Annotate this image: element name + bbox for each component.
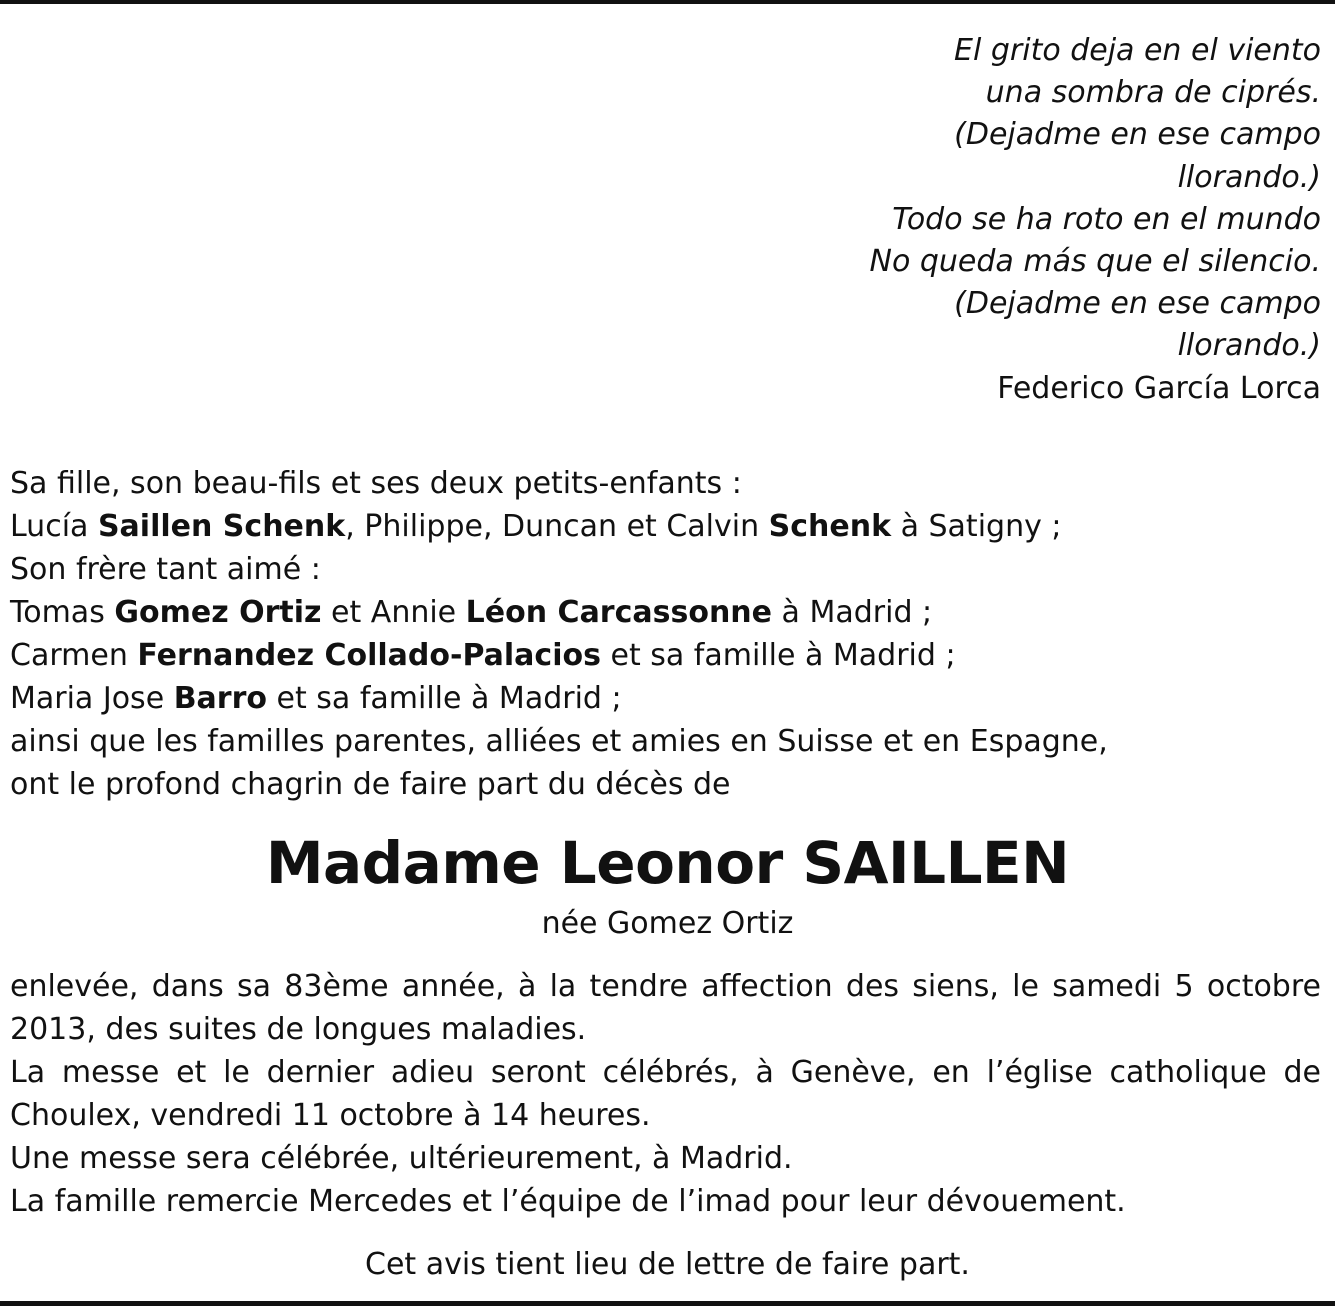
family-others: ainsi que les familles parentes, alliées et amies en Suisse et en Espagne, [10,724,1108,759]
closing-note: Cet avis tient lieu de lettre de faire part. [365,1247,970,1282]
family-surname: Léon Carcassonne [465,595,773,630]
family-surname: Fernandez Collado-Palacios [137,638,601,673]
family-surname: Barro [173,681,267,716]
poem-line: llorando.) [1177,328,1321,364]
family-intro: Sa fille, son beau-fils et ses deux petits-enfants : [10,466,742,501]
family-line-carmen [10,634,1321,677]
poem-line: No queda más que el silencio. [869,244,1321,280]
top-rule [0,0,1335,4]
family-text: Tomas [10,595,115,630]
bottom-rule [0,1301,1335,1306]
family-text: et sa famille à Madrid ; [600,638,956,673]
family-text: Lucía [10,509,98,544]
poem-line: El grito deja en el viento [954,33,1321,68]
poem-epigraph [621,30,1321,410]
family-text: et Annie [321,595,466,630]
brother-intro: Son frère tant aimé : [10,552,321,587]
funeral-details [10,965,1321,1223]
details-paragraph: enlevée, dans sa 83ème année, à la tendre affection des siens, le samedi 5 octobre 2013, des suites de longues maladies. [10,969,1321,1047]
family-text: Maria Jose [10,681,174,716]
family-surname: Schenk [768,509,892,544]
family-list [10,462,1321,806]
family-text: , Philippe, Duncan et Calvin [345,509,769,544]
family-surname: Saillen Schenk [97,509,346,544]
poem-author: Federico García Lorca [997,370,1321,406]
poem-line: llorando.) [1177,159,1321,195]
family-text: Carmen [10,638,138,673]
poem-line: (Dejadme en ese campo [954,117,1321,153]
details-paragraph: La famille remercie Mercedes et l’équipe de l’imad pour leur dévouement. [10,1184,1126,1219]
poem-line: Todo se ha roto en el mundo [892,201,1321,237]
poem-line: (Dejadme en ese campo [954,286,1321,322]
deceased-name: Madame Leonor SAILLEN [265,829,1070,897]
family-text: à Satigny ; [891,509,1062,544]
family-line-maria [10,677,1321,720]
announcement: ont le profond chagrin de faire part du décès de [10,767,731,802]
maiden-name: née Gomez Ortiz [541,906,794,941]
family-line-daughter [10,505,1321,548]
family-line-brother [10,591,1321,634]
family-text: et sa famille à Madrid ; [267,681,622,716]
family-surname: Gomez Ortiz [114,595,322,630]
details-paragraph: Une messe sera célébrée, ultérieurement, à Madrid. [10,1141,793,1176]
poem-line: una sombra de ciprés. [985,75,1321,111]
family-text: à Madrid ; [772,595,933,630]
details-paragraph: La messe et le dernier adieu seront célébrés, à Genève, en l’église catholique de Choulex, vendredi 11 octobre à 14 heures. [10,1055,1321,1133]
